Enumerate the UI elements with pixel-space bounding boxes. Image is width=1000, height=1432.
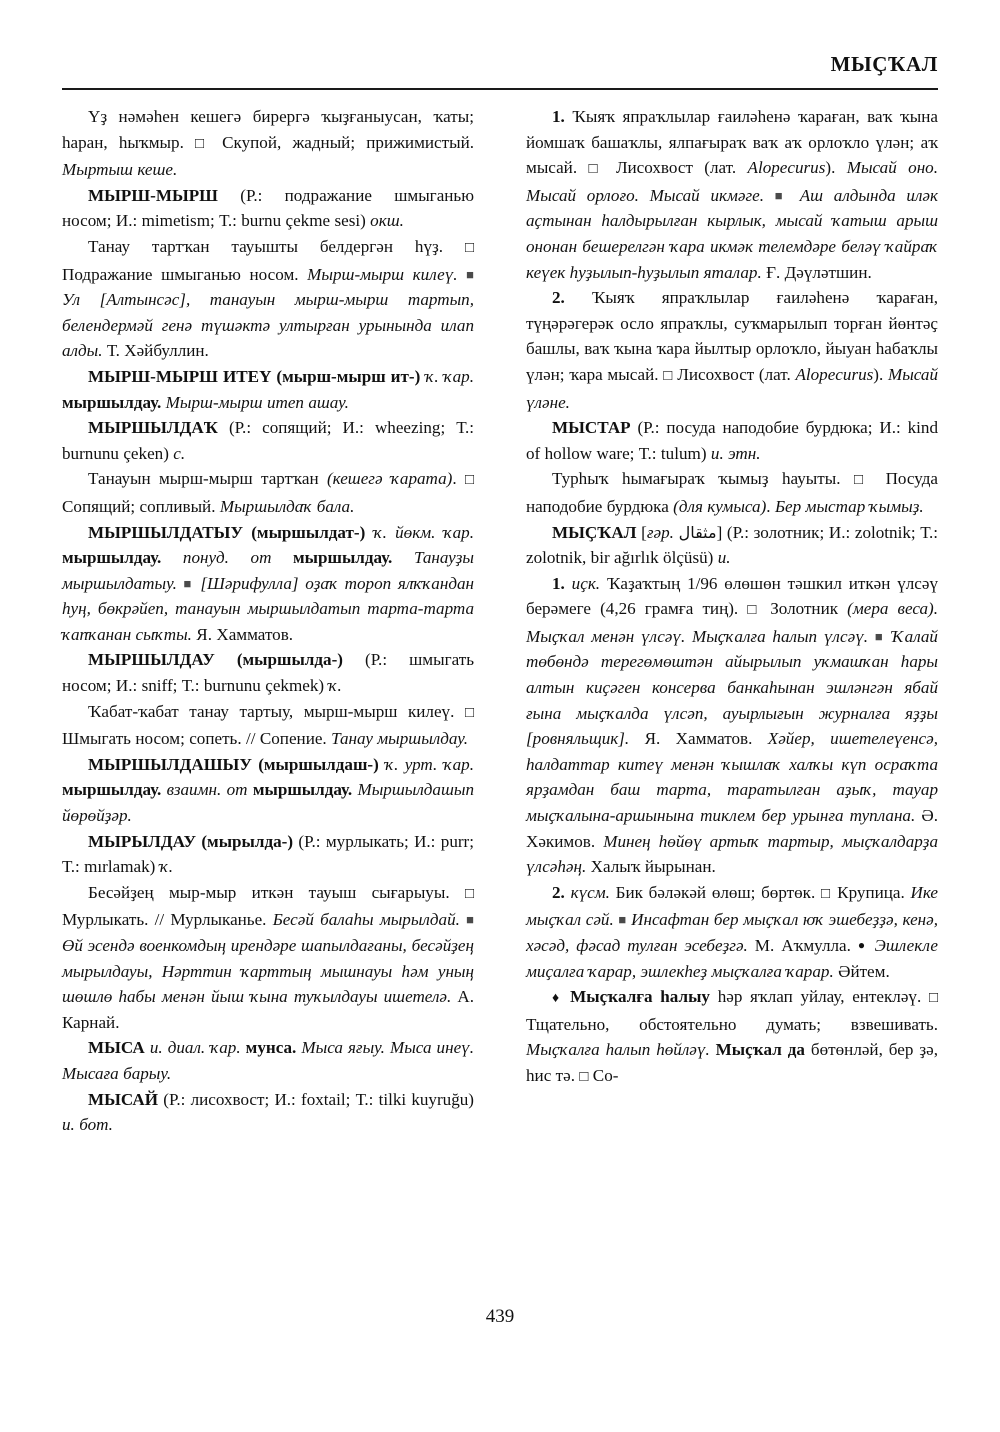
italic-text: Өй эсендә военкомдың ирендәре шапылдағаны, бесәйҙең мырылдауы, Нәрттин ҡарттың мышнауы һәм уның шөшлө һабы менән йыш ҡына туҡылдауы ишетелә. bbox=[62, 936, 474, 1007]
roman-text: Т. Хәйбуллин. bbox=[106, 341, 209, 361]
roman-text: ). bbox=[873, 364, 888, 384]
italic-text: Мырш-мырш итеп ашау. bbox=[165, 392, 349, 412]
roman-text: Шмыгать носом; сопеть. // Сопение. bbox=[62, 729, 332, 749]
roman-text: Әйтем. bbox=[838, 961, 890, 981]
entry-paragraph bbox=[62, 466, 474, 519]
cross-reference: мыршылдау. bbox=[293, 548, 414, 568]
italic-text: Ул [Алтынсәс], танауын мырш-мырш тартып, белендермәй генә түшәктә ултырған урынында илап алды. bbox=[62, 290, 474, 361]
roman-text: Сопящий; сопливый. bbox=[62, 496, 220, 516]
italic-text: и. этн. bbox=[710, 443, 761, 463]
roman-text: (Р.: подражание шмыганью носом; И.: mimetism; Т.: burnu çekme sesi) bbox=[62, 185, 474, 231]
italic-text: понуд. от bbox=[182, 548, 294, 568]
sense-number: 1. bbox=[552, 573, 565, 593]
italic-text: Танауҙы мыршылдатыу. bbox=[62, 548, 475, 593]
roman-text: Лисохвост (лат. bbox=[604, 158, 748, 178]
italic-text: Alopecurus bbox=[747, 158, 826, 178]
sense-number: 2. bbox=[552, 882, 565, 902]
marker-box-marker bbox=[465, 237, 474, 256]
cross-reference: мыршылдау. bbox=[62, 392, 166, 412]
marker-diamond-marker bbox=[552, 987, 562, 1006]
italic-text: и. бот. bbox=[62, 1115, 113, 1135]
italic-text: ғәр. bbox=[646, 522, 674, 542]
marker-box-marker bbox=[195, 133, 211, 152]
italic-text: Мыртыш кеше. bbox=[62, 160, 178, 180]
marker-box-marker bbox=[929, 987, 938, 1006]
roman-text: Золотник bbox=[761, 599, 848, 619]
entry-paragraph bbox=[62, 104, 474, 183]
marker-box-marker bbox=[465, 883, 474, 902]
headword: МЫСА bbox=[88, 1038, 145, 1058]
roman-text: бөтөнләй, бер ҙә, һис тә. bbox=[526, 1040, 938, 1085]
roman-text: ). bbox=[825, 158, 847, 178]
marker-fill-marker bbox=[184, 574, 194, 593]
left-column bbox=[62, 104, 474, 1284]
italic-text: ҡ. йөкм. ҡар. bbox=[365, 522, 475, 542]
italic-text: Мыршылдашып йөрөйҙәр. bbox=[62, 780, 475, 826]
italic-text: ҡ. bbox=[328, 676, 342, 696]
roman-text: һәр яҡлап уйлау, ентекләү. bbox=[717, 987, 929, 1007]
italic-text: и. диал. ҡар. bbox=[144, 1038, 246, 1058]
entry-paragraph bbox=[62, 520, 474, 648]
italic-text: Мыршылдаҡ бала. bbox=[219, 496, 355, 516]
cross-reference: Мыҫҡалға һалыу bbox=[562, 987, 718, 1007]
roman-text: Танау тартҡан тауышты белдергән һүҙ. bbox=[88, 236, 465, 256]
cross-reference: Мыҫҡал да bbox=[715, 1040, 811, 1060]
roman-text: Ҡыяҡ япраҡлылар ғаиләһенә ҡараған, түңәрәгерәк осло япраҡлы, суҡмарылып торған йөнтәҫ башлы, ваҡ ҡына ҡара йылтыр орлоҡло, йыуан һабаҡлы үлән; ҡара мысай. bbox=[526, 288, 938, 384]
italic-text: Мысай үләне. bbox=[526, 364, 939, 412]
entry-paragraph bbox=[526, 520, 938, 571]
headword: МЫҪҠАЛ bbox=[552, 522, 637, 542]
roman-text: Подражание шмыганью носом. bbox=[62, 264, 308, 284]
roman-text: (Р.: лисохвост; И.: foxtail; Т.: tilki kuyruğu) bbox=[158, 1089, 474, 1109]
running-head: МЫҪҠАЛ bbox=[830, 52, 938, 76]
roman-text: Ғ. Дәүләтшин. bbox=[766, 262, 872, 282]
italic-text: ҡ. bbox=[159, 857, 173, 877]
roman-text: Скупой, жадный; прижимистый. bbox=[210, 132, 475, 152]
roman-text: Я. Хамматов. bbox=[644, 729, 768, 749]
entry-paragraph bbox=[526, 104, 938, 285]
entry-paragraph bbox=[62, 699, 474, 752]
entry-paragraph bbox=[62, 647, 474, 698]
italic-text: Ҡалай төбөндә терегөмөштән айырылып уҡмашҡан һары алтын киҫәген консерва банкаһынан эшләнгән ябай ғына мыҫҡалда үлсәп, ауырлығын журналға яҙҙы [ровняльщик]. bbox=[526, 626, 938, 749]
sense-number: 2. bbox=[552, 288, 565, 308]
roman-text: (Р.: посуда наподобие бурдюка; И.: kind of hollow ware; Т.: tulum) bbox=[526, 418, 938, 463]
entry-paragraph bbox=[62, 183, 474, 234]
roman-text: Бесәйҙең мыр-мыр иткән тауыш сығарыуы. bbox=[88, 882, 465, 902]
roman-text: Ҡабат-ҡабат танау тартыу, мырш-мырш килеү. bbox=[88, 701, 465, 721]
marker-fill-marker bbox=[875, 627, 885, 646]
marker-box-marker bbox=[854, 469, 872, 488]
italic-text: ҡ. урт. ҡар. bbox=[378, 754, 474, 774]
italic-text: ҡ. ҡар. bbox=[420, 366, 475, 386]
marker-box-marker bbox=[588, 158, 604, 177]
headword: МЫРШ-МЫРШ ИТЕҮ (мырш-мырш ит-) bbox=[88, 366, 421, 386]
headword: МЫРШЫЛДАШЫУ (мыршылдаш-) bbox=[88, 754, 379, 774]
roman-text: Турһыҡ һымағыраҡ ҡымыҙ һауыты. bbox=[552, 469, 854, 489]
page-number: 439 bbox=[485, 1306, 515, 1327]
italic-text: Аш алдында иләк аҫтынан һалдырылған кырлык, мысай ҡатыш арыш ононан бешерелгән ҡара икмәк телемдәре беләү ҡайраҡ кеүек һуҙылып-һуҙылып яталар. bbox=[526, 185, 938, 282]
italic-text: Бесәй балаһы мырылдай. bbox=[272, 910, 467, 930]
marker-box-marker bbox=[465, 702, 474, 721]
headword: МЫРШ-МЫРШ bbox=[88, 185, 218, 205]
marker-fill-marker bbox=[775, 186, 789, 205]
entry-paragraph bbox=[526, 984, 938, 1090]
roman-text: . bbox=[766, 496, 775, 516]
marker-fill-marker bbox=[618, 910, 626, 929]
italic-text: Ике мыҫҡал сәй. bbox=[526, 882, 939, 930]
cross-reference: мыршылдау. bbox=[62, 780, 167, 800]
italic-text: Танау мыршылдау. bbox=[331, 729, 468, 749]
entry-paragraph bbox=[526, 466, 938, 519]
roman-text: А. Карнай. bbox=[62, 987, 474, 1032]
roman-text: Лисохвост (лат. bbox=[672, 364, 796, 384]
roman-text: (Р.: сопящий; И.: wheezing; Т.: burnunu çeken) bbox=[62, 418, 474, 463]
roman-text: Үҙ нәмәһен кешегә бирергә ҡыҙғаныусан, ҡаты; һаран, һыҡмыр. bbox=[62, 107, 474, 152]
text-columns bbox=[62, 104, 938, 1284]
entry-paragraph bbox=[526, 285, 938, 415]
entry-paragraph bbox=[526, 880, 938, 984]
roman-text: Ҡаҙаҡтың 1/96 өлөшөн тәшкил иткән үлсәү берәмеге (4,26 грамға тиң). bbox=[526, 573, 939, 619]
italic-text: (кешегә ҡарата) bbox=[326, 469, 453, 489]
marker-fill-marker bbox=[466, 265, 474, 284]
italic-text: [Шәрифулла] оҙаҡ тороп ялҡҡандан һуң, бөкрәйеп, танауын мыршылдатып тарта-тарта ҡапҡанан сыҡты. bbox=[62, 573, 474, 644]
marker-box-marker bbox=[821, 883, 831, 902]
marker-box-marker bbox=[465, 469, 474, 488]
italic-text: (мера веса). Мыҫҡал менән үлсәү. Мыҫҡалға һалып үлсәү. bbox=[526, 599, 938, 646]
roman-text: Я. Хамматов. bbox=[196, 624, 294, 644]
italic-text: Мыса яғыу. Мыса инеү. Мысаға барыу. bbox=[62, 1038, 474, 1083]
italic-text: Мысай оно. Мысай орлоғо. Мысай икмәге. bbox=[526, 158, 938, 205]
entry-paragraph bbox=[62, 364, 474, 415]
italic-text: Бер мыстар ҡымыҙ. bbox=[774, 496, 924, 516]
marker-box-marker bbox=[663, 365, 672, 384]
roman-text: Халыҡ йырынан. bbox=[590, 857, 716, 877]
marker-fill-marker bbox=[466, 910, 474, 929]
sense-number: 1. bbox=[552, 107, 565, 126]
italic-text: күсм. bbox=[564, 882, 616, 902]
entry-paragraph bbox=[62, 880, 474, 1036]
italic-text: (для кумыса) bbox=[673, 496, 767, 516]
roman-text: Посуда наподобие бурдюка bbox=[526, 469, 938, 516]
roman-text: (Р.: шмыгать носом; И.: sniff; Т.: burnunu çekmek) bbox=[62, 650, 474, 696]
entry-paragraph bbox=[62, 234, 474, 364]
italic-text: Мыҫҡалға һалып һөйләү. bbox=[526, 1040, 716, 1060]
entry-paragraph bbox=[62, 1035, 474, 1086]
roman-text: Мурлыкать. // Мурлыканье. bbox=[62, 910, 273, 930]
headword: МЫСТАР bbox=[552, 418, 631, 438]
headword: МЫРШЫЛДАТЫУ (мыршылдат-) bbox=[88, 522, 366, 542]
italic-text: иҫк. bbox=[564, 573, 607, 593]
headword: МЫРШЫЛДАУ (мыршылда-) bbox=[88, 650, 343, 670]
roman-text: Крупица. bbox=[831, 882, 911, 902]
italic-text: с. bbox=[173, 443, 186, 463]
italic-text: Хәйер, ишетелеүенсә, һалдаттар китеү менән ҡышлаҡ халҡы күп осраҡта ярҙамдан баш тарта, таратылған аҙыҡ, тауар мыҫҡалына-аршынына тиклем бер урынға туплана. bbox=[526, 729, 938, 826]
header-divider bbox=[62, 88, 938, 90]
roman-text: Танауын мырш-мырш тартҡан bbox=[88, 469, 327, 489]
roman-text: (Р.: мурлыкать; И.: purr; Т.: mırlamak) bbox=[62, 831, 474, 877]
roman-text: Ҡыяҡ япраҡлылар ғаиләһенә ҡараған, ваҡ ҡына йомшаҡ башаҡлы, ялпағыраҡ ваҡ аҡ орлоҡло үлән; аҡ мысай. bbox=[526, 107, 938, 178]
italic-text: Минең һөйөү артыҡ тартыр, мыҫҡалдарҙа үлсәһәң. bbox=[526, 831, 939, 877]
cross-reference: мыршылдау. bbox=[252, 780, 358, 800]
entry-paragraph bbox=[526, 571, 938, 880]
roman-text: Ә. Хәкимов. bbox=[526, 806, 938, 851]
roman-text: Со- bbox=[588, 1065, 619, 1085]
headword: МЫРШЫЛДАҠ bbox=[88, 418, 218, 438]
roman-text: М. Аҡмулла. bbox=[754, 936, 858, 955]
entry-paragraph bbox=[62, 752, 474, 829]
roman-text: Бик бәләкәй өлөш; бөртөк. bbox=[615, 882, 821, 902]
headword: МЫРЫЛДАУ (мырылда-) bbox=[88, 831, 294, 851]
entry-paragraph bbox=[62, 1087, 474, 1138]
roman-text: [ bbox=[636, 522, 647, 542]
right-column bbox=[526, 104, 938, 1284]
italic-text: и. bbox=[717, 548, 731, 568]
roman-text: . bbox=[452, 469, 465, 489]
arabic-etymon: مثقال bbox=[678, 522, 717, 542]
italic-text: Эшлекле миҫалға ҡарар, эшлекһеҙ мыҫҡалға ҡарар. bbox=[526, 936, 938, 981]
roman-text: ] (Р.: золотник; И.: zolotnik; Т.: zolotnik, bir ağırlık ölçüsü) bbox=[526, 522, 939, 568]
italic-text: Инсафтан бер мыҫҡал юҡ эшебеҙҙә, кенә, хәсәд, фәсад тулған эсебеҙгә. bbox=[526, 910, 938, 955]
italic-text: окш. bbox=[370, 211, 404, 231]
italic-text: Мырш-мырш килеү. bbox=[307, 264, 467, 284]
cross-reference: мыршылдау. bbox=[62, 548, 183, 568]
marker-box-marker bbox=[747, 599, 761, 618]
entry-paragraph bbox=[62, 829, 474, 880]
italic-text: взаимн. от bbox=[166, 780, 253, 800]
entry-paragraph bbox=[526, 415, 938, 466]
roman-text: Тщательно, обстоятельно думать; взвешивать. bbox=[526, 1014, 938, 1034]
italic-text: Alopecurus bbox=[795, 364, 874, 384]
cross-reference: мунса. bbox=[245, 1038, 302, 1058]
marker-dot-marker bbox=[858, 936, 868, 955]
entry-paragraph bbox=[62, 415, 474, 466]
headword: МЫСАЙ bbox=[88, 1089, 159, 1109]
